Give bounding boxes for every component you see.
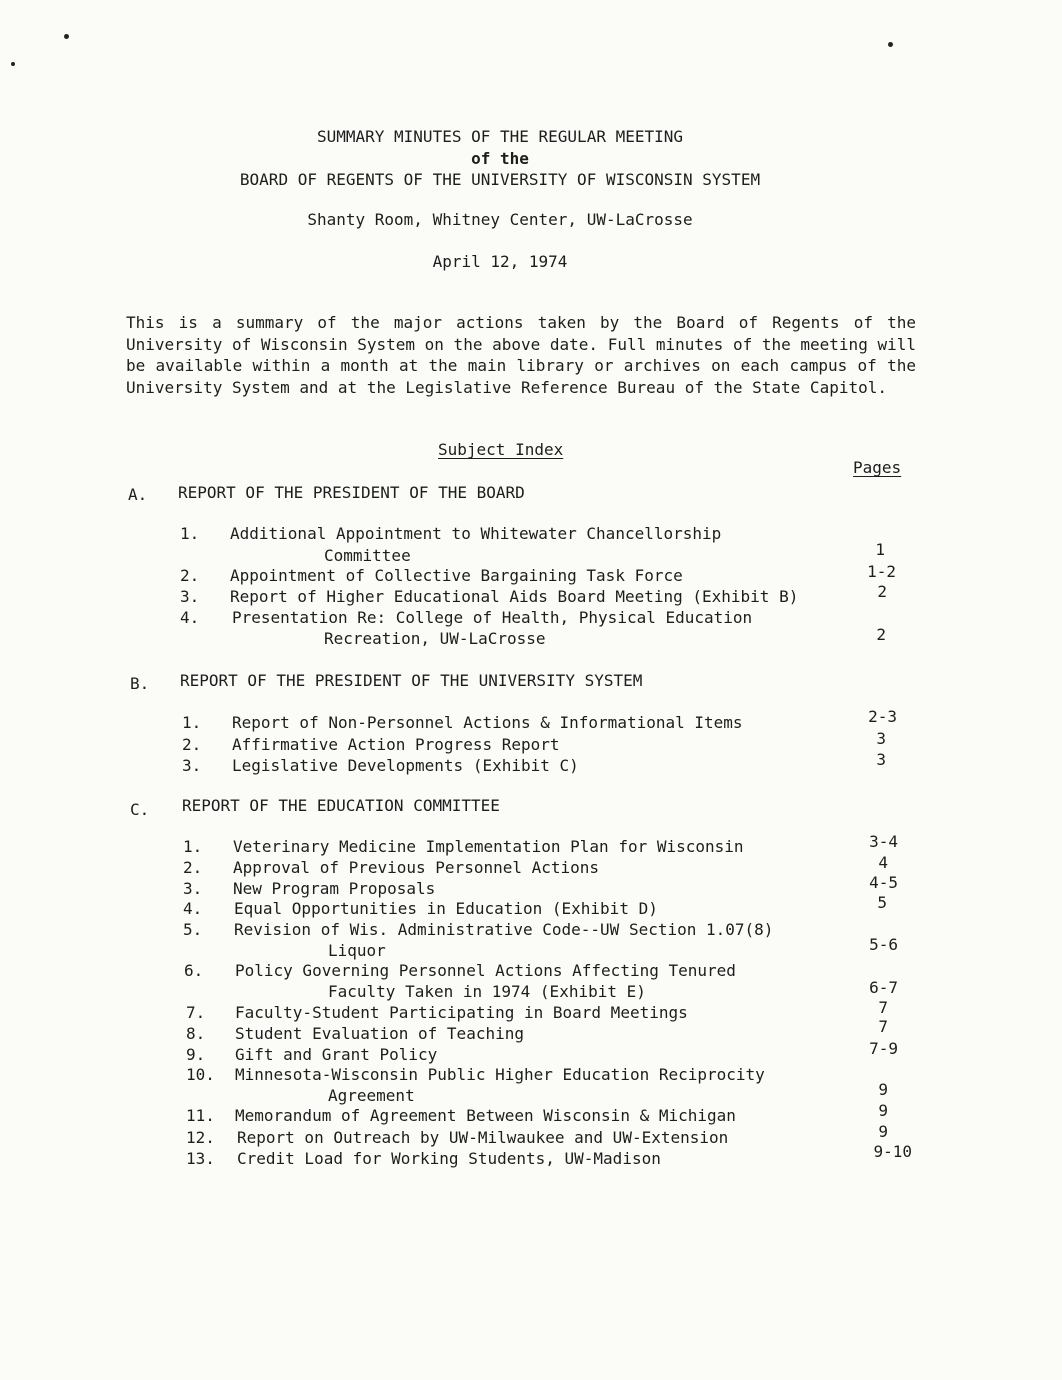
title-line-2: of the [471,149,529,168]
item-text: Student Evaluation of Teaching [235,1024,524,1043]
item-text: Faculty-Student Participating in Board Meetings [235,1003,688,1022]
title-line-1: SUMMARY MINUTES OF THE REGULAR MEETING [316,127,684,146]
scan-speck [11,62,15,66]
item-text-continued: Liquor [328,941,386,960]
item-number: 3. [180,587,200,606]
item-pages: 9 [878,1122,888,1141]
item-number: 5. [183,920,203,939]
section-title: REPORT OF THE PRESIDENT OF THE BOARD [178,483,525,502]
item-text: Affirmative Action Progress Report [232,735,560,754]
item-text: Report on Outreach by UW-Milwaukee and UW-Extension [237,1128,729,1147]
item-text: Approval of Previous Personnel Actions [233,858,600,877]
item-text: Memorandum of Agreement Between Wisconsin & Michigan [235,1106,736,1125]
item-number: 6. [184,961,204,980]
item-text: New Program Proposals [233,879,436,898]
section-letter: A. [128,485,148,504]
item-text: Credit Load for Working Students, UW-Madison [237,1149,661,1168]
item-pages: 7 [878,998,888,1017]
item-pages: 2-3 [868,707,897,726]
scan-speck [888,42,893,47]
meeting-location: Shanty Room, Whitney Center, UW-LaCrosse [307,210,693,229]
item-number: 2. [180,566,200,585]
item-text: Presentation Re: College of Health, Physical Education [232,608,753,627]
item-text-continued: Recreation, UW-LaCrosse [324,629,546,648]
item-text: Appointment of Collective Bargaining Task Force [230,566,683,585]
item-number: 10. [186,1065,215,1084]
item-text-continued: Committee [324,546,411,565]
item-number: 1. [182,713,202,732]
section-letter: C. [130,800,150,819]
item-text-continued: Faculty Taken in 1974 (Exhibit E) [328,982,646,1001]
item-number: 4. [183,899,203,918]
item-pages: 4-5 [869,873,898,892]
section-title: REPORT OF THE EDUCATION COMMITTEE [182,796,500,815]
item-number: 13. [186,1149,215,1168]
meeting-date: April 12, 1974 [432,252,568,271]
item-pages: 2 [877,582,887,601]
item-text: Report of Non-Personnel Actions & Informational Items [232,713,743,732]
item-text-continued: Agreement [328,1086,415,1105]
item-number: 9. [186,1045,206,1064]
item-pages: 4 [878,853,888,872]
item-number: 8. [186,1024,206,1043]
item-pages: 3-4 [869,832,898,851]
item-pages: 7 [878,1017,888,1036]
item-pages: 5-6 [869,935,898,954]
intro-paragraph: This is a summary of the major actions taken by the Board of Regents of the University of Wisconsin System on the above date. Full minutes of the meeting will be available within a month at the main library or archives on each campus of the University System and at the Legislative Reference Bureau of the State Capitol. [126,313,916,397]
item-number: 3. [182,756,202,775]
item-number: 12. [186,1128,215,1147]
item-number: 2. [183,858,203,877]
item-text: Revision of Wis. Administrative Code--UW Section 1.07(8) [234,920,774,939]
item-text: Report of Higher Educational Aids Board Meeting (Exhibit B) [230,587,799,606]
item-pages: 7-9 [869,1039,898,1058]
item-number: 11. [186,1106,215,1125]
item-number: 4. [180,608,200,627]
item-pages: 9 [878,1080,888,1099]
item-text: Gift and Grant Policy [235,1045,438,1064]
item-number: 3. [183,879,203,898]
item-number: 1. [183,837,203,856]
item-pages: 9-10 [873,1142,912,1161]
subject-index-title: Subject Index [438,440,564,459]
title-line-3: BOARD OF REGENTS OF THE UNIVERSITY OF WISCONSIN SYSTEM [239,170,761,189]
pages-column-header: Pages [853,458,902,477]
item-text: Equal Opportunities in Education (Exhibit D) [234,899,658,918]
item-pages: 2 [876,625,886,644]
item-pages: 1 [875,540,885,559]
section-letter: B. [130,674,150,693]
item-pages: 1-2 [867,562,896,581]
item-pages: 6-7 [869,978,898,997]
item-text: Minnesota-Wisconsin Public Higher Education Reciprocity [235,1065,765,1084]
item-text: Additional Appointment to Whitewater Chancellorship [230,524,722,543]
item-text: Policy Governing Personnel Actions Affecting Tenured [235,961,736,980]
item-text: Legislative Developments (Exhibit C) [232,756,579,775]
section-title: REPORT OF THE PRESIDENT OF THE UNIVERSITY SYSTEM [180,671,643,690]
item-number: 7. [186,1003,206,1022]
item-number: 1. [180,524,200,543]
item-pages: 5 [877,893,887,912]
item-pages: 3 [876,729,886,748]
scan-speck [64,34,69,39]
item-pages: 9 [878,1101,888,1120]
item-number: 2. [182,735,202,754]
item-pages: 3 [876,750,886,769]
item-text: Veterinary Medicine Implementation Plan for Wisconsin [233,837,744,856]
